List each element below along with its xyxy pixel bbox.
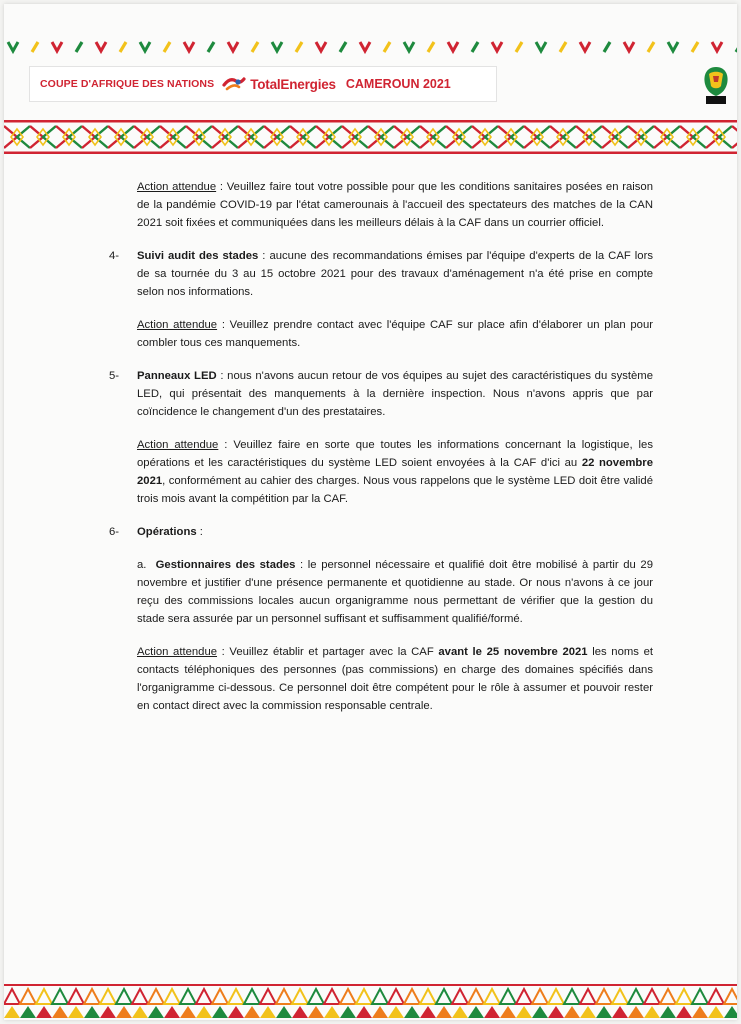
- item-number: 4-: [109, 250, 120, 262]
- item-number: 6-: [109, 526, 120, 538]
- item-title-suffix: :: [196, 526, 203, 538]
- header-banner: [29, 66, 497, 102]
- document-page: [4, 4, 737, 1020]
- header-pattern-band: [4, 118, 737, 156]
- action-label: Action attendue: [137, 181, 217, 193]
- action-text: : Veuillez établir et partager avec la CAF: [217, 646, 439, 658]
- action-text: : Veuillez faire en sorte que toutes les informations concernant la logistique, les opérations et les caractéristiques du système LED soient envoyées à la CAF d'ici au: [137, 439, 653, 469]
- action-label: Action attendue: [137, 439, 219, 451]
- item-4-action-paragraph: [109, 316, 653, 352]
- header-brand-name: TotalEnergies: [250, 76, 336, 92]
- item-6a-paragraph: [109, 556, 653, 628]
- header-edition: CAMEROUN 2021: [345, 77, 451, 91]
- item-title: Opérations: [137, 526, 197, 538]
- item-text: : nous n'avons aucun retour de vos équipes au sujet des caractéristiques du système LED, qui présentait des manquements à la dernière inspection. Nous n'avons appris que par coïncidence le changement d'un des prestataires.: [137, 370, 653, 418]
- action-text-end: les noms et contacts téléphoniques des personnes (pas commissions) en charge des domaines spécifiés dans l'organigramme ci-dessous. Ce personnel doit être compétent pour le rôle à assumer et pouvoir rester en contact direct avec la commission responsable centrale.: [137, 646, 653, 712]
- footer-decorative-band: [4, 982, 737, 1020]
- item-title: Panneaux LED: [137, 370, 217, 382]
- item-5-action-paragraph: [109, 436, 653, 508]
- item-6-action-paragraph: [109, 643, 653, 715]
- item-4: [109, 247, 653, 301]
- item-5: [109, 367, 653, 421]
- intro-action-paragraph: [109, 178, 653, 232]
- caf-logo-icon: [698, 64, 734, 106]
- item-number: 5-: [109, 370, 120, 382]
- deadline-date: 22 novembre 2021: [137, 457, 653, 487]
- action-text: : Veuillez prendre contact avec l'équipe CAF sur place afin d'élaborer un plan pour combler tous ces manquements.: [137, 319, 653, 349]
- item-title: Suivi audit des stades: [137, 250, 259, 262]
- sub-title: Gestionnaires des stades: [155, 559, 296, 571]
- item-text: : aucune des recommandations émises par l'équipe d'experts de la CAF lors de sa tournée du 3 au 15 octobre 2021 pour des travaux d'aménagement n'a été prise en compte selon nos informations.: [137, 250, 653, 298]
- deadline-date: avant le 25 novembre 2021: [438, 646, 588, 658]
- action-label: Action attendue: [137, 646, 218, 658]
- action-text-end: , conformément au cahier des charges. Nous vous rappelons que le système LED doit être validé trois mois avant la compétition par la CAF.: [137, 475, 653, 505]
- action-text: : Veuillez faire tout votre possible pour que les conditions sanitaires posées en raison de la pandémie COVID-19 par l'état camerounais à l'accueil des spectateurs des matches de la CAN 2021 soit fixées et communiquées dans les meilleurs délais à la CAF dans un courrier officiel.: [137, 181, 653, 229]
- top-decorative-band: [4, 38, 737, 56]
- totalenergies-logo-icon: [222, 75, 246, 93]
- sub-text: : le personnel nécessaire et qualifié doit être mobilisé à partir du 29 novembre et justifier d'une présence permanente et quotidienne au stade. Or nous n'avons à ce jour reçu des commissions locales aucun organigramme nous permettant de vérifier que la gestion du stade sera assurée par un personnel suffisant et suffisamment qualifié/formé.: [137, 559, 653, 625]
- document-body: [109, 178, 653, 715]
- item-6: [109, 523, 653, 541]
- sub-letter: a.: [137, 559, 147, 571]
- header-competition-name: COUPE D'AFRIQUE DES NATIONS: [40, 78, 215, 90]
- action-label: Action attendue: [137, 319, 218, 331]
